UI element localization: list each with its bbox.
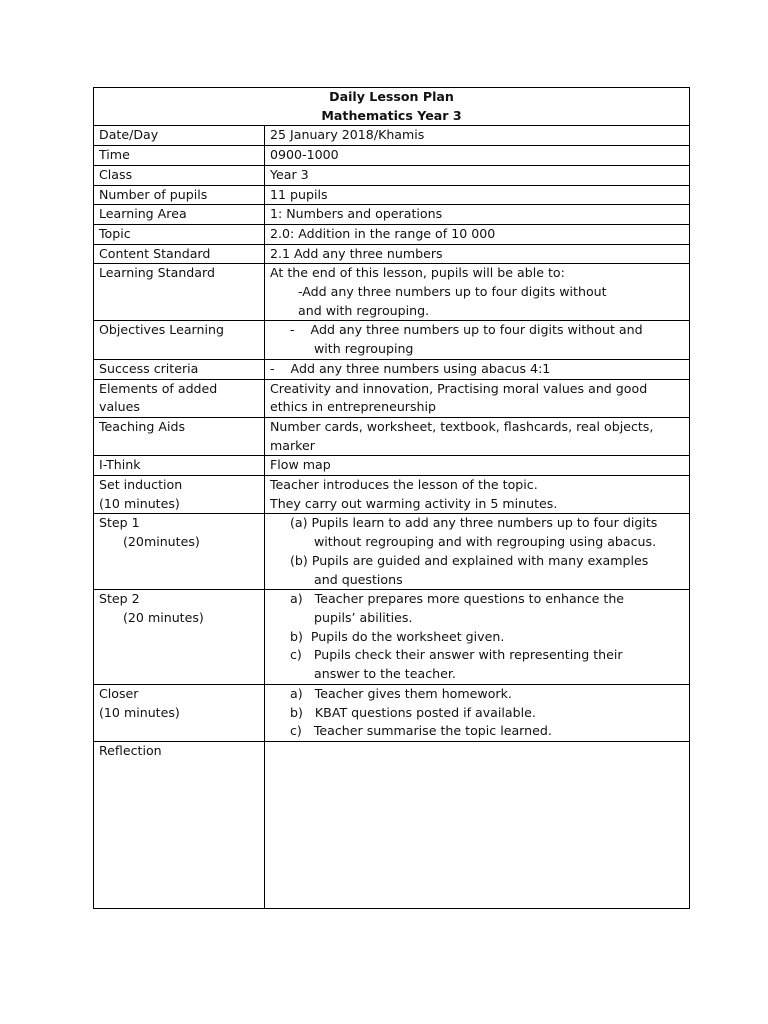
value-step1 (265, 514, 690, 590)
step2-line: pupils’ abilities. (314, 609, 413, 625)
row-learning-standard (94, 264, 690, 321)
step2-line: b) Pupils do the worksheet given. (290, 628, 505, 644)
step1-label-line: Step 1 (99, 515, 140, 531)
row-content-standard (94, 244, 690, 264)
elements-line: Creativity and innovation, Practising moral values and good (270, 380, 648, 396)
set-induction-label-line: (10 minutes) (99, 495, 180, 511)
label-i-think: I-Think (94, 456, 265, 476)
row-date-day (94, 126, 690, 146)
step2-line: answer to the teacher. (314, 666, 456, 682)
closer-label-line: Closer (99, 685, 139, 701)
label-set-induction (94, 476, 265, 514)
elements-line: ethics in entrepreneurship (270, 399, 437, 415)
label-class: Class (94, 165, 265, 185)
value-reflection (265, 741, 690, 908)
title-cell (94, 88, 690, 126)
row-success-criteria (94, 359, 690, 379)
value-number-of-pupils: 11 pupils (265, 185, 690, 205)
value-teaching-aids (265, 417, 690, 455)
teaching-aids-line: Number cards, worksheet, textbook, flashcards, real objects, (270, 418, 654, 434)
row-topic (94, 224, 690, 244)
set-induction-label-line: Set induction (99, 477, 183, 493)
label-elements-added-values (94, 379, 265, 417)
elements-label-line: values (99, 399, 140, 415)
value-learning-standard (265, 264, 690, 321)
value-set-induction (265, 476, 690, 514)
step2-label-line: (20 minutes) (123, 609, 204, 625)
value-step2 (265, 590, 690, 685)
value-objectives-learning (265, 321, 690, 359)
set-induction-line: They carry out warming activity in 5 minutes. (270, 495, 558, 511)
step1-label-line: (20minutes) (123, 534, 200, 550)
label-teaching-aids: Teaching Aids (94, 417, 265, 455)
step2-label-line: Step 2 (99, 591, 140, 607)
value-closer (265, 684, 690, 741)
value-i-think: Flow map (265, 456, 690, 476)
objectives-line: with regrouping (314, 341, 414, 357)
label-number-of-pupils: Number of pupils (94, 185, 265, 205)
closer-line: a) Teacher gives them homework. (290, 685, 512, 701)
label-step2 (94, 590, 265, 685)
label-date-day: Date/Day (94, 126, 265, 146)
objectives-line: - Add any three numbers up to four digits without and (290, 322, 643, 338)
step1-line: (a) Pupils learn to add any three numbers up to four digits (290, 515, 658, 531)
closer-label-line: (10 minutes) (99, 704, 180, 720)
label-topic: Topic (94, 224, 265, 244)
label-closer (94, 684, 265, 741)
teaching-aids-line: marker (270, 437, 315, 453)
document-subtitle: Mathematics Year 3 (321, 107, 462, 123)
learning-standard-line: and with regrouping. (298, 302, 430, 318)
label-content-standard: Content Standard (94, 244, 265, 264)
row-number-of-pupils (94, 185, 690, 205)
value-learning-area: 1: Numbers and operations (265, 205, 690, 225)
step1-line: without regrouping and with regrouping using abacus. (314, 534, 657, 550)
step1-line: and questions (314, 571, 403, 587)
set-induction-line: Teacher introduces the lesson of the topic. (270, 477, 538, 493)
label-success-criteria: Success criteria (94, 359, 265, 379)
value-time: 0900-1000 (265, 146, 690, 166)
step1-line: (b) Pupils are guided and explained with many examples (290, 552, 649, 568)
row-reflection (94, 741, 690, 908)
value-content-standard: 2.1 Add any three numbers (265, 244, 690, 264)
value-topic: 2.0: Addition in the range of 10 000 (265, 224, 690, 244)
row-class (94, 165, 690, 185)
label-time: Time (94, 146, 265, 166)
row-step1 (94, 514, 690, 590)
elements-label-line: Elements of added (99, 380, 218, 396)
lesson-plan-table (93, 87, 690, 909)
row-step2 (94, 590, 690, 685)
row-teaching-aids (94, 417, 690, 455)
value-class: Year 3 (265, 165, 690, 185)
label-step1 (94, 514, 265, 590)
value-success-criteria: - Add any three numbers using abacus 4:1 (265, 359, 690, 379)
closer-line: c) Teacher summarise the topic learned. (290, 723, 552, 739)
row-set-induction (94, 476, 690, 514)
value-elements-added-values (265, 379, 690, 417)
step2-line: c) Pupils check their answer with representing their (290, 647, 623, 663)
document-title: Daily Lesson Plan (329, 89, 454, 104)
label-learning-area: Learning Area (94, 205, 265, 225)
label-objectives-learning: Objectives Learning (94, 321, 265, 359)
label-learning-standard: Learning Standard (94, 264, 265, 321)
value-date-day: 25 January 2018/Khamis (265, 126, 690, 146)
row-i-think (94, 456, 690, 476)
row-time (94, 146, 690, 166)
label-reflection: Reflection (94, 741, 265, 908)
row-elements-added-values (94, 379, 690, 417)
title-row (94, 88, 690, 126)
learning-standard-line: -Add any three numbers up to four digits without (298, 284, 607, 300)
step2-line: a) Teacher prepares more questions to enhance the (290, 591, 625, 607)
row-learning-area (94, 205, 690, 225)
closer-line: b) KBAT questions posted if available. (290, 704, 536, 720)
learning-standard-line: At the end of this lesson, pupils will be able to: (270, 265, 565, 281)
row-objectives-learning (94, 321, 690, 359)
row-closer (94, 684, 690, 741)
